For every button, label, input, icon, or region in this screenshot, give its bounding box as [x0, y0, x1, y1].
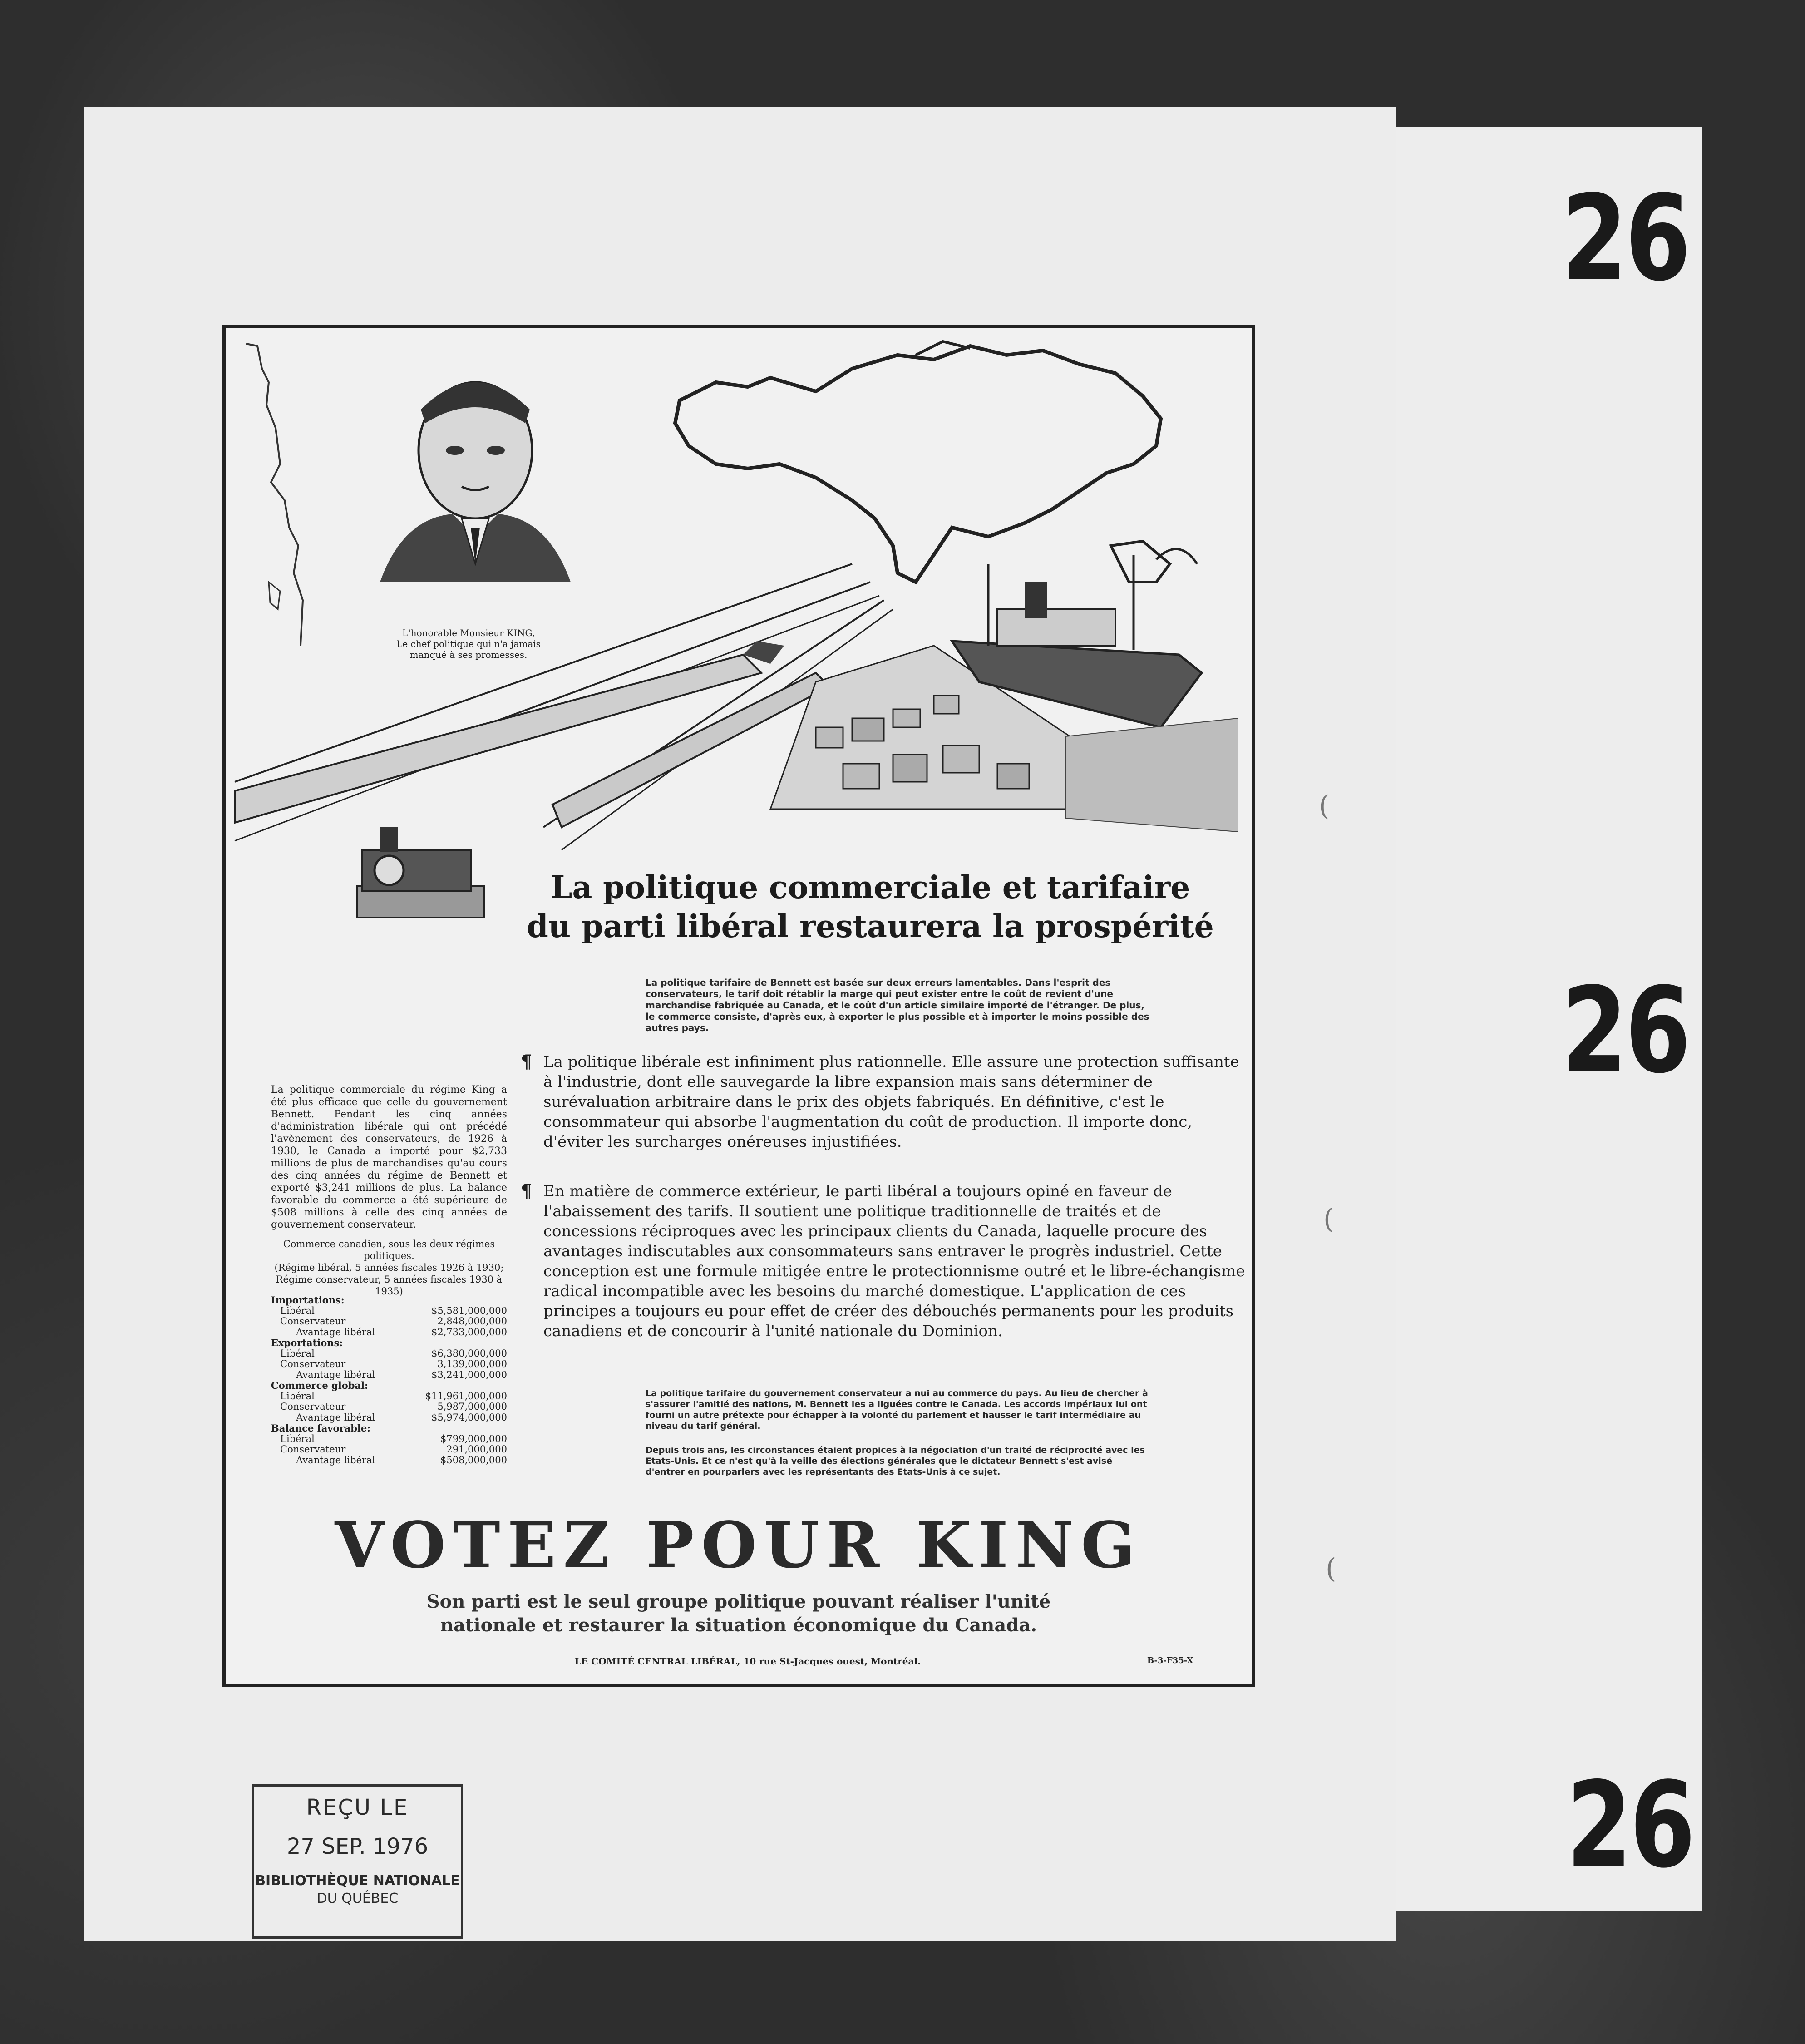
ledger-row — [271, 1359, 507, 1370]
locomotive — [357, 827, 484, 918]
edge-mark: ( — [1319, 790, 1330, 822]
ledger-value: $3,241,000,000 — [431, 1369, 507, 1380]
island-map — [269, 582, 280, 609]
headline-line: La politique commerciale et tarifaire — [550, 869, 1190, 906]
canada-map — [675, 346, 1161, 582]
caption-line: manqué à ses promesses. — [409, 649, 528, 660]
stamp-received: REÇU LE — [306, 1795, 409, 1820]
ledger-value: $5,974,000,000 — [431, 1412, 507, 1423]
ledger-value: $799,000,000 — [440, 1433, 507, 1444]
ledger-label: Libéral — [280, 1348, 315, 1359]
slogan — [398, 1590, 1079, 1637]
paragraph-mark-icon: ¶ — [521, 1051, 533, 1072]
ledger-heading-line: Commerce canadien, sous les deux régimes politiques. — [283, 1239, 495, 1261]
ledger-row — [271, 1306, 507, 1317]
ledger-value: 2,848,000,000 — [437, 1316, 507, 1327]
ledger-category-label: Balance favorable: — [271, 1422, 370, 1434]
trade-ledger — [271, 1295, 507, 1466]
ledger-value: 5,987,000,000 — [437, 1401, 507, 1412]
ledger-category-label: Exportations: — [271, 1337, 343, 1348]
advertisement — [222, 325, 1255, 1687]
ledger-category-label: Importations: — [271, 1294, 345, 1306]
ledger-label: Libéral — [280, 1390, 315, 1402]
frame-number-middle: 26 — [1562, 963, 1689, 1100]
body-paragraph-2 — [521, 1180, 1252, 1341]
edge-mark: ( — [1323, 1203, 1334, 1235]
note-paragraph-2: Depuis trois ans, les circonstances étaient propices à la négociation d'un traité de réciprocité avec les Etats-Unis. Et ce n'est qu'à la veille des élections générales que le dictateur Bennett s'est avisé d'entrer en pourparlers avec les représentants des Etats-Unis à ce sujet. — [646, 1445, 1145, 1477]
ledger-value: $6,380,000,000 — [431, 1348, 507, 1359]
intro-paragraph: La politique tarifaire de Bennett est basée sur deux erreurs lamentables. Dans l'esprit des conservateurs, le tarif doit rétablir la marge qui peut exister entre le coût de revient d'une marchandise fabriquée au Canada, et le coût d'un article similaire importé de l'étranger. De plus, le commerce consiste, d'après eux, à exporter le plus possible et à importer le moins possible des autres pays. — [646, 977, 1149, 1033]
ledger-category — [271, 1295, 507, 1306]
slogan-line: nationale et restaurer la situation économique du Canada. — [440, 1614, 1037, 1636]
ledger-value: $2,733,000,000 — [431, 1326, 507, 1338]
frame-number-bottom: 26 — [1566, 1757, 1693, 1894]
ledger-row — [271, 1402, 507, 1412]
ledger-label: Libéral — [280, 1433, 315, 1444]
ledger-label: Conservateur — [280, 1316, 346, 1327]
edge-mark: ( — [1326, 1553, 1336, 1585]
ledger-category — [271, 1423, 507, 1434]
body-paragraph-1 — [521, 1051, 1252, 1152]
caption-line: L'honorable Monsieur KING, — [402, 627, 535, 638]
portrait-caption — [391, 627, 546, 660]
stamp-library: BIBLIOTHÈQUE NATIONALE — [255, 1873, 460, 1889]
ledger-label: Conservateur — [280, 1358, 346, 1369]
ledger-row — [271, 1391, 507, 1402]
ledger-value: 3,139,000,000 — [437, 1358, 507, 1369]
ledger-label: Conservateur — [280, 1401, 346, 1412]
ledger-advantage-row — [271, 1370, 507, 1381]
ledger-label: Avantage libéral — [296, 1326, 375, 1338]
west-coast-map — [246, 344, 303, 646]
ledger-advantage-row — [271, 1327, 507, 1338]
ledger-heading — [271, 1238, 507, 1297]
ledger-advantage-row — [271, 1455, 507, 1466]
headline-line: du parti libéral restaurera la prospérité — [527, 908, 1214, 945]
ledger-row — [271, 1434, 507, 1445]
ledger-advantage-row — [271, 1412, 507, 1423]
headline — [493, 868, 1247, 946]
nova-scotia-map — [1111, 541, 1170, 582]
body-paragraph-1-text: La politique libérale est infiniment plus rationnelle. Elle assure une protection suffisante à l'industrie, dont elle sauvegarde la libre expansion mais sans déterminer de surévaluation arbitraire dans le prix des objets fabriqués. En définitive, c'est le consommateur qui absorbe l'augmentation du coût de production. Il importe donc, d'éviter les surcharges onéreuses injustifiées. — [543, 1053, 1239, 1151]
illustration — [226, 328, 1252, 918]
ledger-label: Avantage libéral — [296, 1369, 375, 1380]
ledger-heading-line: (Régime libéral, 5 années fiscales 1926 à 1930; — [274, 1262, 504, 1273]
ad-code: B-3-F35-X — [1147, 1656, 1193, 1665]
stamp-date: 27 SEP. 1976 — [286, 1834, 429, 1859]
ledger-value: $11,961,000,000 — [425, 1390, 507, 1402]
portrait-king — [380, 382, 571, 582]
ledger-category — [271, 1380, 507, 1391]
paragraph-mark-icon: ¶ — [521, 1180, 533, 1202]
ledger-label: Avantage libéral — [296, 1454, 375, 1466]
vote-headline: VOTEZ POUR KING — [335, 1508, 1143, 1583]
ledger-label: Conservateur — [280, 1444, 346, 1455]
ledger-heading-line: Régime conservateur, 5 années fiscales 1930 à 1935) — [276, 1274, 503, 1297]
ledger-category — [271, 1338, 507, 1348]
ledger-row — [271, 1316, 507, 1327]
ledger-label: Libéral — [280, 1305, 315, 1316]
body-paragraph-2-text: En matière de commerce extérieur, le parti libéral a toujours opiné en faveur de l'abaissement des tarifs. Il soutient une politique traditionnelle de traités et de concessions réciproques avec les principaux clients du Canada, laquelle procure des avantages indiscutables aux consommateurs sans entraver le progrès industriel. Cette conception est une formule mitigée entre le protectionnisme outré et le libre-échangisme radical incompatible avec les besoins du marché domestique. L'application de ces principes a toujours eu pour effet de créer des débouchés permanents pour les produits canadiens et de concourir à l'unité nationale du Dominion. — [543, 1182, 1245, 1340]
slogan-line: Son parti est le seul groupe politique pouvant réaliser l'unité — [426, 1591, 1051, 1612]
harbour-water — [1065, 718, 1238, 832]
ledger-value: $5,581,000,000 — [431, 1305, 507, 1316]
ledger-label: Avantage libéral — [296, 1412, 375, 1423]
ledger-value: 291,000,000 — [446, 1444, 507, 1455]
publisher-footer: LE COMITÉ CENTRAL LIBÉRAL, 10 rue St-Jacques ouest, Montréal. — [574, 1656, 921, 1667]
ledger-row — [271, 1444, 507, 1455]
caption-line: Le chef politique qui n'a jamais — [396, 638, 541, 649]
note-paragraph-1: La politique tarifaire du gouvernement conservateur a nui au commerce du pays. Au lieu de chercher à s'assurer l'amitié des nations, M. Bennett les a liguées contre le Canada. Les accords impériaux lui ont fourni un autre prétexte pour échapper à la volonté du parlement et hausser le tarif intermédiaire au niveau du tarif général. — [646, 1388, 1148, 1431]
ledger-value: $508,000,000 — [440, 1454, 507, 1466]
stamp-library-2: DU QUÉBEC — [316, 1891, 399, 1906]
ledger-category-label: Commerce global: — [271, 1380, 368, 1391]
sidebar-text: La politique commerciale du régime King a été plus efficace que celle du gouvernement Bennett. Pendant les cinq années d'administration libérale qui ont précédé l'avènement des conservateurs, de 1926 à 1930, le Canada a importé pour $2,733 millions de plus de marchandises qu'au cours des cinq années du régime de Bennett et exporté $3,241 millions de plus. La balance favorable du commerce a été supérieure de $508 millions à celle des cinq années de gouvernement conservateur. — [271, 1084, 507, 1230]
reception-stamp — [252, 1784, 463, 1939]
frame-number-top: 26 — [1562, 170, 1689, 307]
ledger-row — [271, 1348, 507, 1359]
